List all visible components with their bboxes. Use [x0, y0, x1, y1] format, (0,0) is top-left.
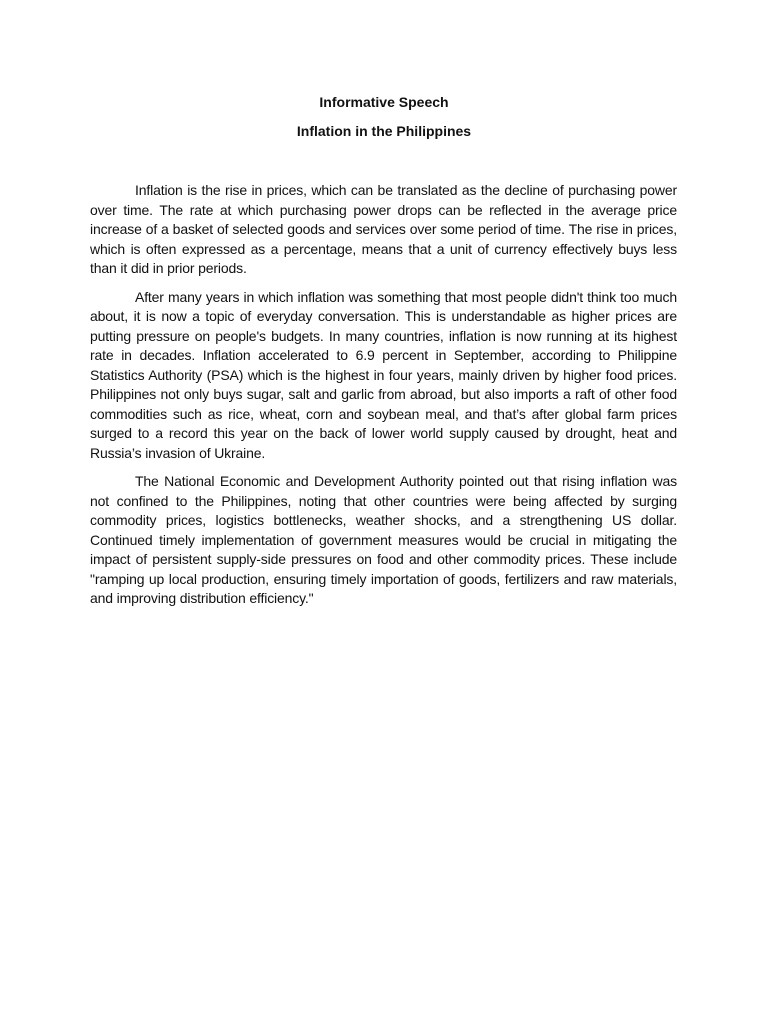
document-subtitle: Inflation in the Philippines: [296, 123, 472, 139]
document-body: [90, 181, 677, 618]
paragraph-2: After many years in which inflation was something that most people didn't think too much about, it is now a topic of everyday conversation. This is understandable as higher prices are putting pressure on people's budgets. In many countries, inflation is now running at its highest rate in decades. Inflation accelerated to 6.9 percent in September, according to Philippine Statistics Authority (PSA) which is the highest in four years, mainly driven by higher food prices. Philippines not only buys sugar, salt and garlic from abroad, but also imports a raft of other food commodities such as rice, wheat, corn and soybean meal, and that’s after global farm prices surged to a record this year on the back of lower world supply caused by drought, heat and Russia’s invasion of Ukraine.: [90, 288, 677, 461]
paragraph-1: Inflation is the rise in prices, which can be translated as the decline of purchasing power over time. The rate at which purchasing power drops can be reflected in the average price increase of a basket of selected goods and services over some period of time. The rise in prices, which is often expressed as a percentage, means that a unit of currency effectively buys less than it did in prior periods.: [90, 182, 677, 276]
paragraph-3: The National Economic and Development Authority pointed out that rising inflation was not confined to the Philippines, noting that other countries were being affected by surging commodity prices, logistics bottlenecks, weather shocks, and a strengthening US dollar. Continued timely implementation of government measures would be crucial in mitigating the impact of persistent supply-side pressures on food and other commodity prices. These include "ramping up local production, ensuring timely importation of goods, fertilizers and raw materials, and improving distribution efficiency.": [90, 473, 677, 606]
document-title: Informative Speech: [319, 94, 449, 110]
